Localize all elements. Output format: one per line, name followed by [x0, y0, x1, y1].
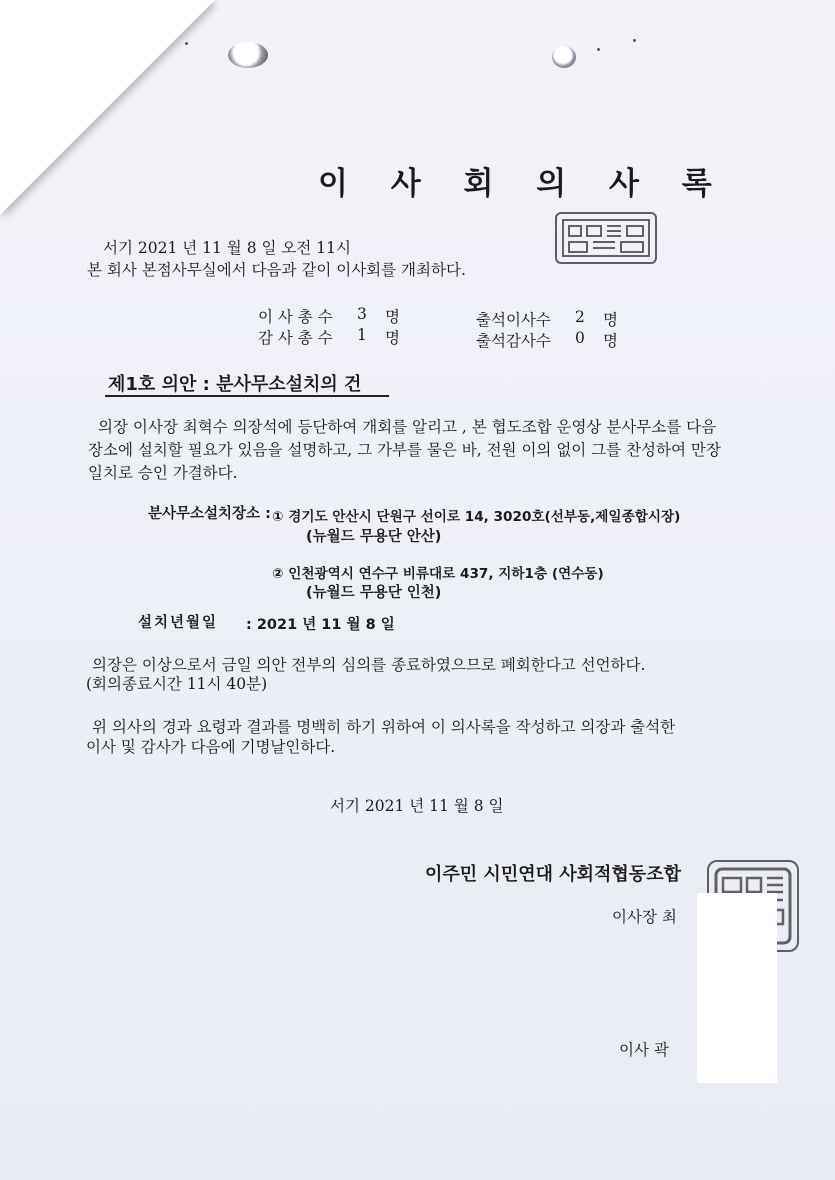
document-title: 이 사 회 의 사 록 [318, 166, 728, 202]
speck [185, 42, 188, 45]
organization-name: 이주민 시민연대 사회적협동조합 [425, 864, 681, 885]
certification-line: 이사 및 감사가 다음에 기명날인하다. [86, 738, 336, 756]
closing-statement: 의장은 이상으로서 금일 의안 전부의 심의를 종료하였으므로 폐회한다고 선언하다. [92, 656, 646, 674]
auditors-total-unit: 명 [385, 329, 400, 347]
branch-2-name: (뉴월드 무용단 인천) [306, 585, 442, 601]
agenda-title: 제1호 의안 : 분사무소설치의 건 [108, 374, 362, 395]
meeting-date: 서기 2021 년 11 월 8 일 오전 11시 [103, 239, 351, 257]
auditors-present-value: 0 [575, 329, 585, 347]
seal-pattern-icon [561, 218, 651, 258]
staple-hole [228, 42, 268, 68]
agenda-body-line: 일치로 승인 가결하다. [88, 464, 238, 482]
certification-line: 위 의사의 경과 요령과 결과를 명백히 하기 위하여 이 의사록을 작성하고 의장과 출석한 [92, 718, 676, 736]
directors-present-unit: 명 [603, 311, 618, 329]
branch-location-label: 분사무소설치장소 : [148, 506, 271, 522]
directors-total-value: 3 [357, 305, 367, 323]
seal-stamp [555, 212, 657, 264]
staple-hole [552, 46, 576, 68]
agenda-body-line: 장소에 설치할 필요가 있음을 설명하고, 그 가부를 물은 바, 전원 이의 없이 그를 찬성하여 만장 [88, 441, 721, 459]
redaction-box [697, 893, 777, 1083]
directors-total-label: 이 사 총 수 [258, 308, 333, 326]
agenda-underline [105, 395, 389, 397]
auditors-total-value: 1 [357, 326, 367, 344]
directors-present-label: 출석이사수 [476, 311, 551, 329]
branch-2-address: ② 인천광역시 연수구 비류대로 437, 지하1층 (연수동) [272, 566, 604, 582]
chair-signature: 이사장 최 [612, 908, 677, 926]
speck [633, 39, 636, 42]
auditors-present-label: 출석감사수 [476, 332, 551, 350]
install-date-value: : 2021 년 11 월 8 일 [246, 617, 395, 633]
install-date-label: 설치년월일 [138, 615, 219, 631]
directors-present-value: 2 [575, 308, 585, 326]
speck [597, 48, 600, 51]
closing-time: (회의종료시간 11시 40분) [86, 675, 268, 693]
agenda-body-line: 의장 이사장 최혁수 의장석에 등단하여 개회를 알리고 , 본 협도조합 운영상 분사무소를 다음 [98, 418, 717, 436]
auditors-present-unit: 명 [603, 332, 618, 350]
director-signature: 이사 곽 [619, 1041, 669, 1059]
directors-total-unit: 명 [385, 308, 400, 326]
folded-corner [0, 0, 215, 215]
branch-1-name: (뉴월드 무용단 안산) [306, 529, 442, 545]
branch-1-address: ① 경기도 안산시 단원구 선이로 14, 3020호(선부동,제일종합시장) [272, 509, 681, 525]
meeting-place: 본 회사 본점사무실에서 다음과 같이 이사회를 개최하다. [87, 261, 466, 279]
signing-date: 서기 2021 년 11 월 8 일 [330, 797, 504, 815]
auditors-total-label: 감 사 총 수 [258, 329, 333, 347]
